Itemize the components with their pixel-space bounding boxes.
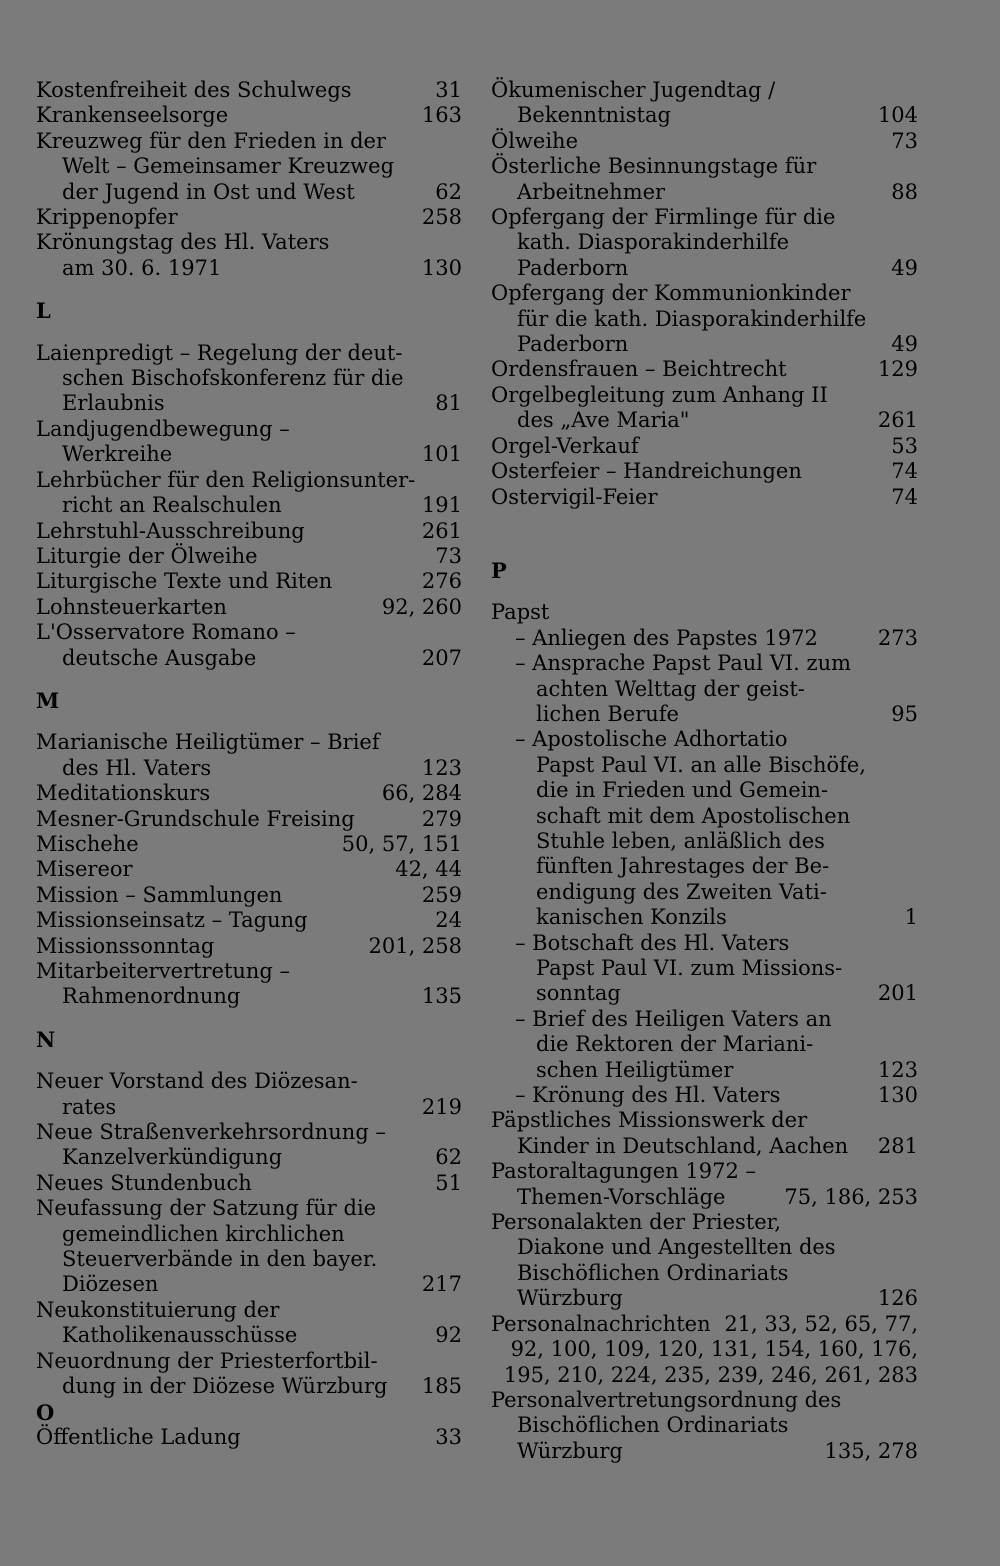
entry-text: kanischen Konzils (536, 905, 727, 930)
entry-text: Osterfeier – Handreichungen (491, 459, 802, 484)
entry-text: Paderborn (517, 332, 629, 357)
index-entry (36, 1171, 462, 1196)
section-letter: P (491, 557, 507, 583)
entry-text: Bischöflichen Ordinariats (517, 1260, 789, 1285)
entry-page: 75, 186, 253 (784, 1184, 918, 1209)
entry-text: Themen-Vorschläge (517, 1184, 726, 1209)
section-letter: L (36, 298, 51, 324)
entry-text: des „Ave Maria" (517, 408, 690, 433)
entry-text: Personalvertretungsordnung des (491, 1387, 842, 1412)
entry-page: 31 (435, 78, 462, 102)
entry-page: 219 (421, 1094, 462, 1119)
index-entry (36, 959, 462, 1010)
entry-text: Papst (491, 600, 550, 625)
entry-page: 104 (877, 103, 918, 128)
entry-text: Misereor (36, 857, 133, 882)
entry-text: Arbeitnehmer (517, 179, 666, 204)
entry-text: dung in der Diözese Würzburg (62, 1374, 388, 1399)
entry-text: Kreuzweg für den Frieden in der (36, 128, 386, 153)
entry-text: Ökumenischer Jugendtag / (491, 78, 776, 102)
index-subentry (515, 626, 918, 651)
entry-text: Österliche Besinnungstage für (491, 154, 817, 179)
index-column-right (491, 78, 918, 1464)
index-entry (36, 129, 462, 205)
entry-page: 130 (421, 255, 462, 280)
index-entry (36, 544, 462, 569)
section-letter: O (36, 1399, 55, 1425)
entry-text: Katholikenausschüsse (62, 1323, 298, 1348)
entry-text: Welt – Gemeinsamer Kreuzweg (62, 154, 395, 179)
entry-page: 74 (891, 484, 918, 509)
entry-text: der Jugend in Ost und West (62, 179, 355, 204)
index-entry (36, 341, 462, 417)
entry-text: Mischehe (36, 831, 139, 856)
entry-page: 130 (877, 1083, 918, 1108)
entry-text: richt an Realschulen (62, 493, 282, 518)
entry-page: 21, 33, 52, 65, 77, (724, 1311, 918, 1336)
entry-page: 73 (891, 128, 918, 153)
entry-text: – Apostolische Adhortatio (515, 727, 788, 752)
index-subentry (515, 727, 918, 930)
entry-text: Lehrbücher für den Religionsunter- (36, 467, 416, 492)
entry-page: 62 (435, 179, 462, 204)
entry-page: 261 (877, 408, 918, 433)
entry-text: Päpstliches Missionswerk der (491, 1108, 808, 1133)
entry-text: Krippenopfer (36, 205, 178, 230)
entry-text: Neuordnung der Priesterfortbil- (36, 1348, 378, 1373)
entry-text: Marianische Heiligtümer – Brief (36, 730, 380, 755)
entry-page: 74 (891, 459, 918, 484)
entry-text: Missionseinsatz – Tagung (36, 908, 308, 933)
entry-text: Würzburg (517, 1286, 623, 1311)
entry-page: 185 (421, 1374, 462, 1399)
entry-text: Personalakten der Priester, (491, 1210, 782, 1235)
entry-text: – Krönung des Hl. Vaters (515, 1083, 781, 1108)
entry-text: des Hl. Vaters (62, 755, 212, 780)
entry-page: 163 (421, 103, 462, 128)
entry-page: 259 (421, 882, 462, 907)
entry-text: L'Osservatore Romano – (36, 620, 296, 645)
entry-page: 279 (421, 806, 462, 831)
entry-text: die Rektoren der Mariani- (536, 1032, 814, 1057)
index-entry (491, 1312, 918, 1388)
entry-page: 276 (421, 569, 462, 594)
entry-page: 123 (877, 1057, 918, 1082)
index-entry (36, 883, 462, 908)
entry-text: Bekenntnistag (517, 103, 671, 128)
entry-page: 49 (891, 255, 918, 280)
index-entry (36, 595, 462, 620)
entry-text: Opfergang der Firmlinge für die (491, 205, 836, 230)
entry-page: 123 (421, 755, 462, 780)
index-entry (36, 807, 462, 832)
entry-text: für die kath. Diasporakinderhilfe (517, 306, 867, 331)
entry-page: 191 (421, 493, 462, 518)
entry-text: Mission – Sammlungen (36, 882, 283, 907)
entry-text: Lohnsteuerkarten (36, 594, 227, 619)
index-entry (491, 281, 918, 357)
index-entry (491, 600, 918, 625)
index-entry (36, 857, 462, 882)
entry-text: Opfergang der Kommunionkinder (491, 281, 851, 306)
index-entry (491, 459, 918, 484)
index-entry (36, 78, 462, 103)
entry-text: am 30. 6. 1971 (62, 255, 222, 280)
entry-text: Ölweihe (491, 128, 579, 153)
index-entry (491, 434, 918, 459)
entry-page: 126 (877, 1286, 918, 1311)
index-entry (491, 78, 918, 129)
entry-text: Kinder in Deutschland, Aachen (517, 1133, 849, 1158)
index-entry (36, 1120, 462, 1171)
index-subentry (515, 1083, 918, 1108)
entry-page: 24 (435, 908, 462, 933)
entry-text: Diözesen (62, 1272, 159, 1297)
entry-text: Laienpredigt – Regelung der deut- (36, 340, 403, 365)
entry-text: Meditationskurs (36, 781, 211, 806)
papst-subentries (491, 626, 918, 1109)
entry-text: die in Frieden und Gemein- (536, 778, 829, 803)
entry-page: 281 (877, 1133, 918, 1158)
index-entry (491, 485, 918, 510)
entry-page: 92, 100, 109, 120, 131, 154, 160, 176, (510, 1337, 918, 1362)
entry-text: Neukonstituierung der (36, 1297, 280, 1322)
index-entry (36, 1349, 462, 1400)
entry-text: Diakone und Angestellten des (517, 1235, 836, 1260)
entry-page: 261 (421, 518, 462, 543)
entry-text: schen Heiligtümer (536, 1057, 734, 1082)
entry-text: Bischöflichen Ordinariats (517, 1413, 789, 1438)
entry-text: sonntag (536, 981, 621, 1006)
entry-text: Mitarbeitervertretung – (36, 959, 291, 983)
entry-page: 135 (421, 984, 462, 1009)
index-entry (491, 205, 918, 281)
entry-page: 207 (421, 645, 462, 670)
index-entry (36, 417, 462, 468)
entry-page: 135, 278 (824, 1438, 918, 1463)
entry-text: endigung des Zweiten Vati- (536, 879, 827, 904)
entry-page: 88 (891, 179, 918, 204)
entry-text: Neuer Vorstand des Diözesan- (36, 1069, 358, 1094)
entry-page: 73 (435, 543, 462, 568)
entry-text: deutsche Ausgabe (62, 645, 257, 670)
index-entry (36, 908, 462, 933)
entry-text: Liturgie der Ölweihe (36, 543, 258, 568)
index-entry (36, 519, 462, 544)
entry-page: 51 (435, 1170, 462, 1195)
entry-text: Neue Straßenverkehrsordnung – (36, 1120, 386, 1145)
index-entry (36, 205, 462, 230)
index-subentry (515, 931, 918, 1007)
entry-text: Krankenseelsorge (36, 103, 229, 128)
index-entry (36, 103, 462, 128)
entry-text: Kanzelverkündigung (62, 1145, 283, 1170)
entry-text: Landjugendbewegung – (36, 416, 290, 441)
entry-page: 50, 57, 151 (341, 831, 462, 856)
index-entry (491, 1210, 918, 1312)
index-entry (36, 781, 462, 806)
entry-page: 258 (421, 205, 462, 230)
entry-page: 129 (877, 357, 918, 382)
entry-text: Personalnachrichten (491, 1311, 711, 1336)
entry-text: Liturgische Texte und Riten (36, 569, 333, 594)
entry-text: Neues Stundenbuch (36, 1170, 252, 1195)
index-entry (36, 832, 462, 857)
entry-text: Ordensfrauen – Beichtrecht (491, 357, 787, 382)
entry-page: 66, 284 (381, 781, 462, 806)
entry-text: gemeindlichen kirchlichen (62, 1221, 345, 1246)
entry-text: Krönungstag des Hl. Vaters (36, 230, 330, 255)
index-entry (36, 1298, 462, 1349)
entry-text: Neufassung der Satzung für die (36, 1196, 377, 1221)
index-entry (36, 730, 462, 781)
index-entry (36, 1425, 462, 1450)
section-letter: M (36, 687, 60, 713)
entry-text: Orgel-Verkauf (491, 433, 639, 458)
index-column-left (36, 78, 462, 1450)
index-entry (36, 230, 462, 281)
entry-text: – Ansprache Papst Paul VI. zum (515, 651, 852, 676)
index-entry (491, 357, 918, 382)
entry-text: Würzburg (517, 1438, 623, 1463)
entry-page: 92, 260 (381, 594, 462, 619)
entry-text: Ostervigil-Feier (491, 484, 658, 509)
entry-text: Erlaubnis (62, 391, 165, 416)
entry-text: Pastoraltagungen 1972 – (491, 1159, 756, 1184)
entry-text: schaft mit dem Apostolischen (536, 803, 851, 828)
index-entry (491, 1159, 918, 1210)
entry-text: Werkreihe (62, 442, 173, 467)
entry-page: 201, 258 (368, 933, 462, 958)
entry-text: Steuerverbände in den bayer. (62, 1247, 378, 1272)
entry-text: Lehrstuhl-Ausschreibung (36, 518, 305, 543)
index-entry (491, 1108, 918, 1159)
entry-page: 62 (435, 1145, 462, 1170)
entry-page: 195, 210, 224, 235, 239, 246, 261, 283 (503, 1362, 918, 1387)
entry-text: kath. Diasporakinderhilfe (517, 230, 790, 255)
entry-text: Mesner-Grundschule Freising (36, 806, 355, 831)
entry-page: 53 (891, 433, 918, 458)
entry-text: – Brief des Heiligen Vaters an (515, 1006, 832, 1031)
entry-text: – Anliegen des Papstes 1972 (515, 625, 818, 650)
entry-text: Stuhle leben, anläßlich des (536, 828, 825, 853)
index-entry (491, 154, 918, 205)
entry-text: Rahmenordnung (62, 984, 241, 1009)
index-entry (36, 569, 462, 594)
entry-text: Papst Paul VI. an alle Bischöfe, (536, 752, 866, 777)
entry-page: 42, 44 (395, 857, 462, 882)
entry-page: 95 (891, 701, 918, 726)
entry-text: Paderborn (517, 255, 629, 280)
section-letter: N (36, 1026, 56, 1052)
entry-page: 273 (877, 625, 918, 650)
entry-page: 49 (891, 332, 918, 357)
index-subentry (515, 1007, 918, 1083)
entry-text: Orgelbegleitung zum Anhang II (491, 382, 828, 407)
entry-page: 201 (877, 981, 918, 1006)
index-entry (491, 1388, 918, 1464)
entry-page: 217 (421, 1272, 462, 1297)
index-entry (36, 934, 462, 959)
entry-text: Öffentliche Ladung (36, 1424, 241, 1449)
index-entry (36, 468, 462, 519)
entry-text: Papst Paul VI. zum Missions- (536, 956, 843, 980)
index-entry (491, 383, 918, 434)
index-entry (36, 1196, 462, 1298)
entry-page: 81 (435, 391, 462, 416)
entry-text: lichen Berufe (536, 701, 679, 726)
entry-page: 1 (904, 905, 918, 930)
entry-page: 101 (421, 442, 462, 467)
entry-text: fünften Jahrestages der Be- (536, 854, 830, 879)
entry-text: Kostenfreiheit des Schulwegs (36, 78, 352, 102)
entry-text: schen Bischofskonferenz für die (62, 366, 404, 391)
index-entry (36, 1069, 462, 1120)
entry-text: achten Welttag der geist- (536, 676, 805, 701)
entry-text: – Botschaft des Hl. Vaters (515, 930, 790, 955)
index-entry (491, 129, 918, 154)
entry-text: Missionssonntag (36, 933, 215, 958)
entry-text: rates (62, 1094, 117, 1119)
entry-page: 92 (435, 1323, 462, 1348)
index-subentry (515, 651, 918, 727)
entry-page: 33 (435, 1424, 462, 1449)
index-entry (36, 620, 462, 671)
